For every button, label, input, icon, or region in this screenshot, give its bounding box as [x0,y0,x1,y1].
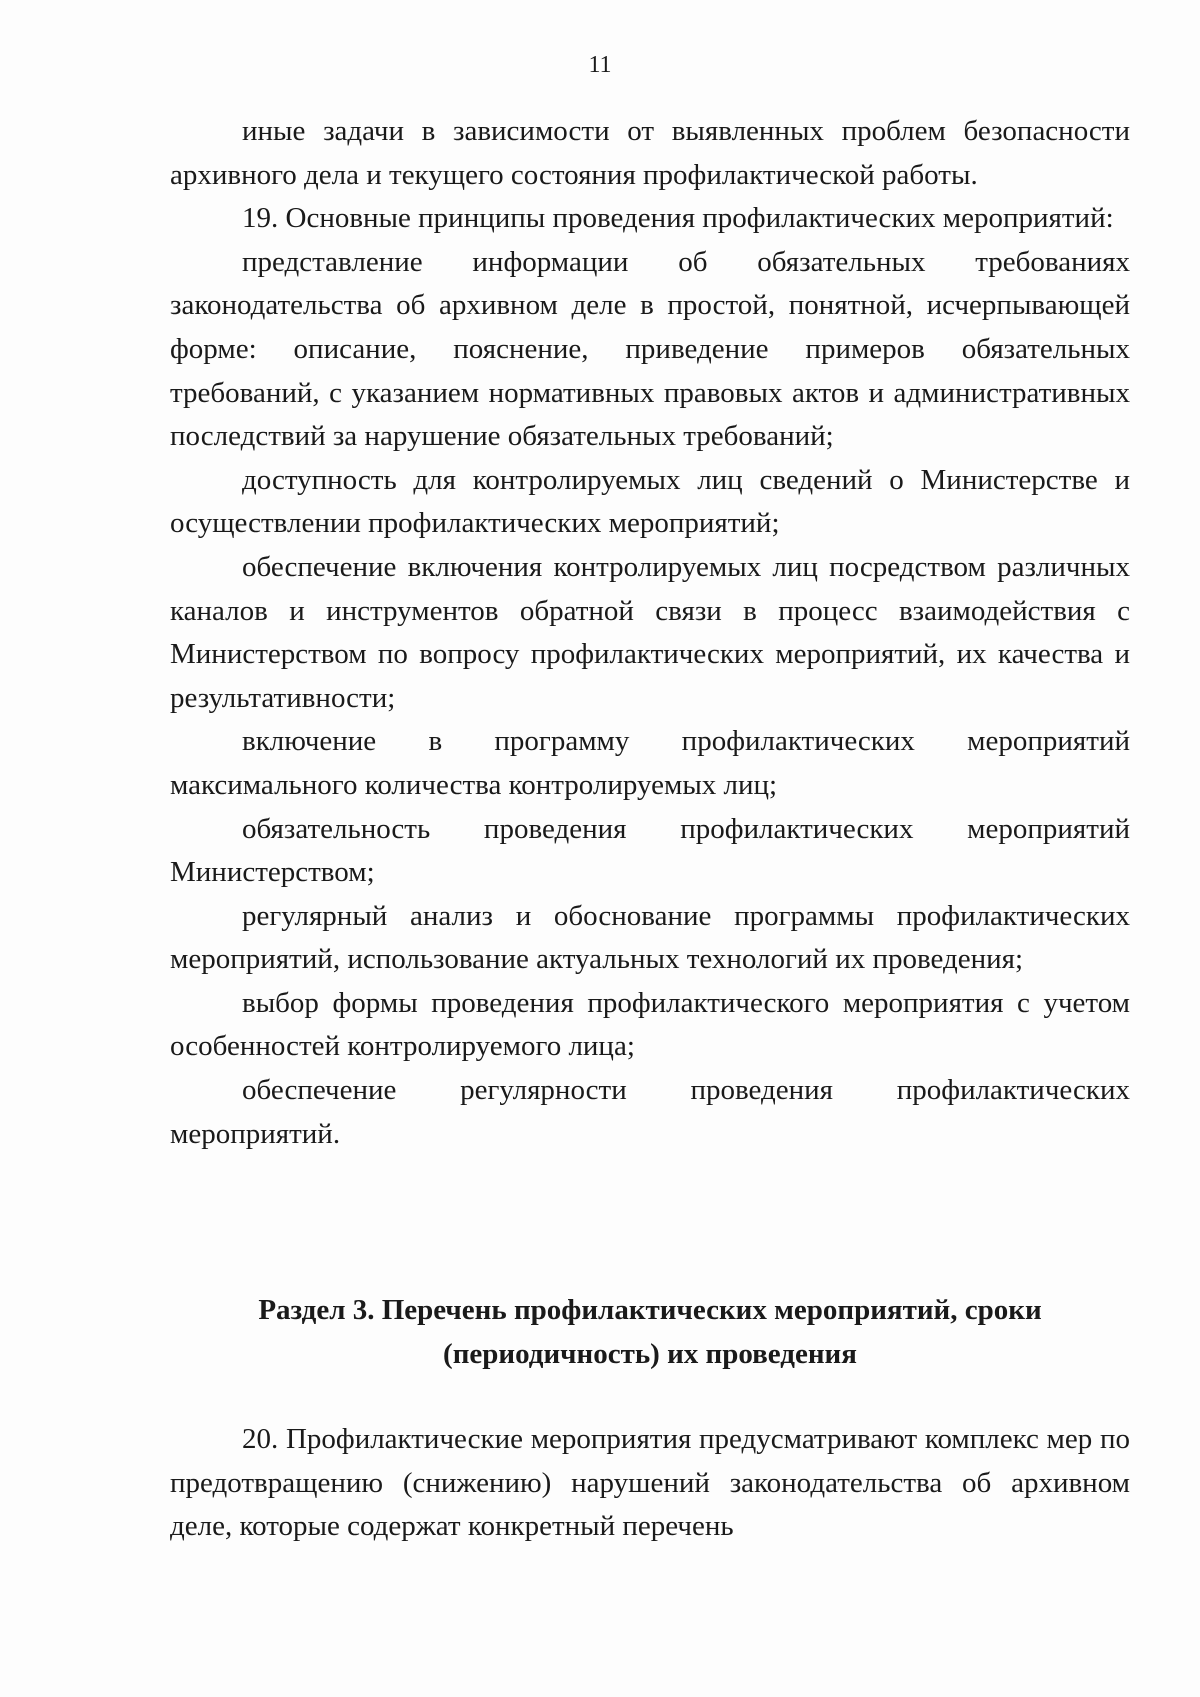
paragraph: включение в программу профилактических мероприятий максимального количества контролируемых лиц; [170,725,1130,801]
paragraph: 19. Основные принципы проведения профилактических мероприятий: [242,202,1114,235]
paragraph: доступность для контролируемых лиц сведений о Министерстве и осуществлении профилактических мероприятий; [170,463,1130,540]
paragraph: 20. Профилактические мероприятия предусматривают комплекс мер по предотвращению (снижению) нарушений законодательства об архивном деле, которые содержат конкретный перечень [170,1423,1130,1543]
section-heading-line: Раздел 3. Перечень профилактических мероприятий, сроки [258,1294,1042,1326]
page-number: 11 [588,52,612,78]
section-heading [170,1288,1130,1376]
section-body-text [170,1418,1130,1549]
body-text [170,110,1130,1156]
paragraph: регулярный анализ и обоснование программы профилактических мероприятий, использование актуальных технологий их проведения; [170,899,1130,976]
paragraph: обязательность проведения профилактических мероприятий Министерством; [170,812,1130,889]
paragraph: обеспечение регулярности проведения профилактических мероприятий. [170,1074,1130,1150]
paragraph: выбор формы проведения профилактического мероприятия с учетом особенностей контролируемого лица; [170,986,1130,1063]
paragraph: иные задачи в зависимости от выявленных проблем безопасности архивного дела и текущего состояния профилактической работы. [170,115,1130,191]
section-heading-line: (периодичность) их проведения [443,1338,857,1370]
paragraph: представление информации об обязательных требованиях законодательства об архивном деле в простой, понятной, исчерпывающей форме: описание, пояснение, приведение примеров обязательных требований, с указанием нормативных правовых актов и административных последствий за нарушение обязательных требований; [170,245,1130,453]
paragraph: обеспечение включения контролируемых лиц посредством различных каналов и инструментов обратной связи в процесс взаимодействия с Министерством по вопросу профилактических мероприятий, их качества и результативности; [170,550,1130,714]
